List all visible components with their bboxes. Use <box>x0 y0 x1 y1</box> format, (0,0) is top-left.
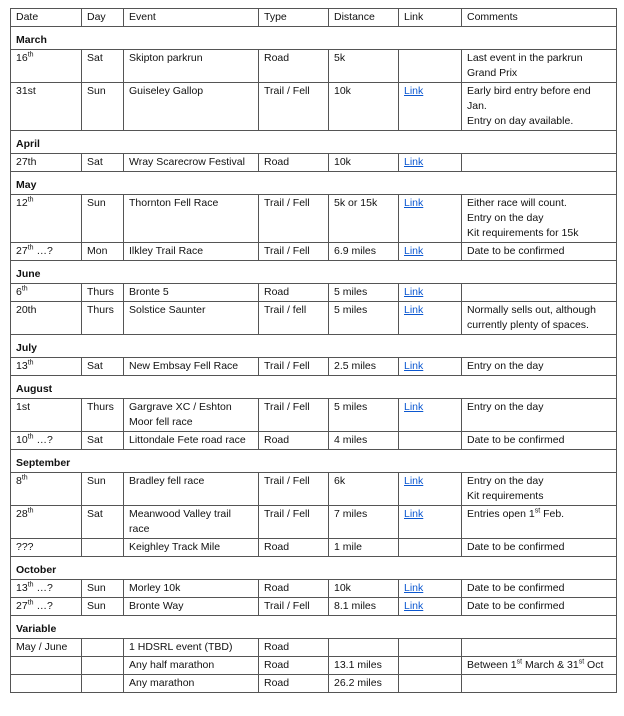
month-heading: Variable <box>11 616 617 639</box>
table-row <box>11 195 617 243</box>
cell-type: Trail / fell <box>259 302 329 335</box>
cell-distance: 1 mile <box>329 539 399 557</box>
table-row <box>11 506 617 539</box>
date-ordinal: th <box>27 51 34 59</box>
cell-date <box>11 639 82 657</box>
cell-comments <box>462 284 617 302</box>
cell-type: Trail / Fell <box>259 195 329 243</box>
cell-day: Sun <box>82 195 124 243</box>
table-row <box>11 598 617 616</box>
header-comments: Comments <box>462 9 617 27</box>
cell-distance: 5k <box>329 50 399 83</box>
cell-event: Morley 10k <box>124 580 259 598</box>
cell-event: Thornton Fell Race <box>124 195 259 243</box>
cell-date <box>11 83 82 131</box>
header-event: Event <box>124 9 259 27</box>
cell-type: Trail / Fell <box>259 358 329 376</box>
event-link[interactable]: Link <box>404 582 424 594</box>
cell-comments: Date to be confirmed <box>462 243 617 261</box>
cell-day: Sat <box>82 432 124 450</box>
cell-day: Sun <box>82 83 124 131</box>
date-ordinal: th <box>27 599 34 607</box>
race-calendar-table <box>10 8 617 693</box>
cell-date <box>11 473 82 506</box>
cell-day: Sat <box>82 50 124 83</box>
cell-date <box>11 657 82 675</box>
cell-link <box>399 243 462 261</box>
cell-date <box>11 154 82 172</box>
cell-date <box>11 432 82 450</box>
date-value: 27 <box>16 600 28 612</box>
month-row <box>11 450 617 473</box>
date-ordinal: th <box>27 359 34 367</box>
month-heading: March <box>11 27 617 50</box>
month-heading: July <box>11 335 617 358</box>
cell-event: Bronte Way <box>124 598 259 616</box>
cell-day: Sat <box>82 154 124 172</box>
month-row <box>11 131 617 154</box>
cell-distance: 5 miles <box>329 284 399 302</box>
cell-link <box>399 506 462 539</box>
cell-distance: 26.2 miles <box>329 675 399 693</box>
cell-event: Guiseley Gallop <box>124 83 259 131</box>
event-link[interactable]: Link <box>404 508 424 520</box>
date-suffix: …? <box>33 600 53 612</box>
cell-comments: Early bird entry before end Jan. Entry on day available. <box>462 83 617 131</box>
cell-link <box>399 473 462 506</box>
cell-event: Any marathon <box>124 675 259 693</box>
cell-distance: 6k <box>329 473 399 506</box>
date-value: 31st <box>16 85 36 97</box>
date-ordinal: th <box>27 244 34 252</box>
date-ordinal: th <box>27 507 34 515</box>
cell-type: Trail / Fell <box>259 243 329 261</box>
date-value: 20th <box>16 304 37 316</box>
cell-link <box>399 50 462 83</box>
cell-date <box>11 506 82 539</box>
cell-day: Sat <box>82 358 124 376</box>
cell-comments: Between 1st March & 31st Oct <box>462 657 617 675</box>
event-link[interactable]: Link <box>404 304 424 316</box>
header-distance: Distance <box>329 9 399 27</box>
date-ordinal: th <box>27 196 34 204</box>
cell-day: Thurs <box>82 302 124 335</box>
month-row <box>11 376 617 399</box>
cell-distance <box>329 639 399 657</box>
cell-event: Skipton parkrun <box>124 50 259 83</box>
cell-link <box>399 432 462 450</box>
table-row <box>11 302 617 335</box>
cell-comments <box>462 154 617 172</box>
cell-link <box>399 83 462 131</box>
cell-distance: 4 miles <box>329 432 399 450</box>
table-row <box>11 432 617 450</box>
table-row <box>11 83 617 131</box>
cell-event: Bradley fell race <box>124 473 259 506</box>
date-value: 28 <box>16 508 28 520</box>
cell-day <box>82 657 124 675</box>
cell-event: Any half marathon <box>124 657 259 675</box>
cell-event: 1 HDSRL event (TBD) <box>124 639 259 657</box>
cell-link <box>399 639 462 657</box>
cell-distance: 5 miles <box>329 399 399 432</box>
cell-distance: 10k <box>329 580 399 598</box>
header-row <box>11 9 617 27</box>
date-ordinal: th <box>21 474 28 482</box>
date-value: 27th <box>16 156 37 168</box>
cell-date <box>11 358 82 376</box>
month-heading: April <box>11 131 617 154</box>
cell-type: Road <box>259 675 329 693</box>
cell-day: Mon <box>82 243 124 261</box>
table-row <box>11 284 617 302</box>
date-value: May / June <box>16 641 68 653</box>
cell-event: Bronte 5 <box>124 284 259 302</box>
header-day: Day <box>82 9 124 27</box>
table-row <box>11 399 617 432</box>
cell-comments: Date to be confirmed <box>462 598 617 616</box>
cell-link <box>399 154 462 172</box>
table-row <box>11 473 617 506</box>
cell-type: Road <box>259 657 329 675</box>
cell-date <box>11 243 82 261</box>
event-link[interactable]: Link <box>404 475 424 487</box>
event-link[interactable]: Link <box>404 286 424 298</box>
header-type: Type <box>259 9 329 27</box>
month-heading: October <box>11 557 617 580</box>
cell-date <box>11 284 82 302</box>
cell-date <box>11 195 82 243</box>
event-link[interactable]: Link <box>404 360 424 372</box>
cell-comments: Normally sells out, although currently plenty of spaces. <box>462 302 617 335</box>
cell-date <box>11 50 82 83</box>
cell-type: Trail / Fell <box>259 399 329 432</box>
cell-distance: 5 miles <box>329 302 399 335</box>
month-heading: June <box>11 261 617 284</box>
cell-date <box>11 598 82 616</box>
cell-link <box>399 399 462 432</box>
cell-type: Trail / Fell <box>259 473 329 506</box>
month-heading: May <box>11 172 617 195</box>
date-value: 16 <box>16 52 28 64</box>
cell-distance: 10k <box>329 83 399 131</box>
cell-comments: Date to be confirmed <box>462 539 617 557</box>
cell-comments: Entry on the day Kit requirements <box>462 473 617 506</box>
date-value: 10 <box>16 434 28 446</box>
cell-link <box>399 580 462 598</box>
cell-type: Road <box>259 580 329 598</box>
date-value: 6 <box>16 286 22 298</box>
cell-comments <box>462 639 617 657</box>
month-row <box>11 261 617 284</box>
cell-link <box>399 302 462 335</box>
cell-link <box>399 598 462 616</box>
header-date: Date <box>11 9 82 27</box>
cell-event: Solstice Saunter <box>124 302 259 335</box>
table-row <box>11 243 617 261</box>
cell-day: Thurs <box>82 399 124 432</box>
date-suffix: …? <box>33 434 53 446</box>
cell-comments: Either race will count. Entry on the day Kit requirements for 15k <box>462 195 617 243</box>
cell-type: Trail / Fell <box>259 506 329 539</box>
table-row <box>11 657 617 675</box>
table-body <box>11 27 617 693</box>
cell-type: Road <box>259 154 329 172</box>
table-row <box>11 154 617 172</box>
cell-event: Littondale Fete road race <box>124 432 259 450</box>
cell-date <box>11 399 82 432</box>
date-ordinal: th <box>27 433 34 441</box>
cell-comments: Entry on the day <box>462 358 617 376</box>
cell-event: Gargrave XC / Eshton Moor fell race <box>124 399 259 432</box>
cell-event: Wray Scarecrow Festival <box>124 154 259 172</box>
cell-link <box>399 284 462 302</box>
month-row <box>11 616 617 639</box>
cell-link <box>399 539 462 557</box>
date-suffix: …? <box>33 245 53 257</box>
cell-distance: 7 miles <box>329 506 399 539</box>
month-row <box>11 335 617 358</box>
cell-event: Keighley Track Mile <box>124 539 259 557</box>
cell-day: Thurs <box>82 284 124 302</box>
cell-link <box>399 675 462 693</box>
cell-comments: Entries open 1st Feb. <box>462 506 617 539</box>
table-row <box>11 675 617 693</box>
cell-comments <box>462 675 617 693</box>
cell-date <box>11 539 82 557</box>
cell-event: Ilkley Trail Race <box>124 243 259 261</box>
cell-link <box>399 195 462 243</box>
cell-type: Road <box>259 639 329 657</box>
cell-distance: 2.5 miles <box>329 358 399 376</box>
event-link[interactable]: Link <box>404 245 424 257</box>
cell-type: Road <box>259 284 329 302</box>
cell-distance: 6.9 miles <box>329 243 399 261</box>
cell-day <box>82 639 124 657</box>
date-value: 13 <box>16 360 28 372</box>
event-link[interactable]: Link <box>404 85 424 97</box>
table-row <box>11 639 617 657</box>
month-row <box>11 172 617 195</box>
cell-link <box>399 657 462 675</box>
table-row <box>11 50 617 83</box>
date-ordinal: th <box>27 581 34 589</box>
cell-type: Road <box>259 539 329 557</box>
cell-type: Road <box>259 50 329 83</box>
table-row <box>11 358 617 376</box>
cell-distance: 13.1 miles <box>329 657 399 675</box>
event-link[interactable]: Link <box>404 197 424 209</box>
cell-day: Sat <box>82 506 124 539</box>
date-value: 1st <box>16 401 31 413</box>
cell-day: Sun <box>82 580 124 598</box>
header-link: Link <box>399 9 462 27</box>
month-heading: September <box>11 450 617 473</box>
cell-distance: 10k <box>329 154 399 172</box>
cell-distance: 8.1 miles <box>329 598 399 616</box>
event-link[interactable]: Link <box>404 401 424 413</box>
cell-event: New Embsay Fell Race <box>124 358 259 376</box>
cell-type: Road <box>259 432 329 450</box>
table-row <box>11 580 617 598</box>
date-ordinal: th <box>21 285 28 293</box>
date-value: 27 <box>16 245 28 257</box>
cell-day: Sun <box>82 598 124 616</box>
table-row <box>11 539 617 557</box>
event-link[interactable]: Link <box>404 600 424 612</box>
cell-event: Meanwood Valley trail race <box>124 506 259 539</box>
month-row <box>11 27 617 50</box>
date-value: 12 <box>16 197 28 209</box>
cell-comments: Last event in the parkrun Grand Prix <box>462 50 617 83</box>
event-link[interactable]: Link <box>404 156 424 168</box>
cell-day <box>82 539 124 557</box>
cell-type: Trail / Fell <box>259 83 329 131</box>
cell-date <box>11 675 82 693</box>
cell-comments: Date to be confirmed <box>462 432 617 450</box>
date-value: 13 <box>16 582 28 594</box>
cell-distance: 5k or 15k <box>329 195 399 243</box>
cell-link <box>399 358 462 376</box>
date-value: 8 <box>16 475 22 487</box>
cell-date <box>11 302 82 335</box>
cell-date <box>11 580 82 598</box>
cell-type: Trail / Fell <box>259 598 329 616</box>
month-row <box>11 557 617 580</box>
cell-comments: Date to be confirmed <box>462 580 617 598</box>
month-heading: August <box>11 376 617 399</box>
date-value: ??? <box>16 541 34 553</box>
cell-day: Sun <box>82 473 124 506</box>
cell-comments: Entry on the day <box>462 399 617 432</box>
date-suffix: …? <box>33 582 53 594</box>
cell-day <box>82 675 124 693</box>
